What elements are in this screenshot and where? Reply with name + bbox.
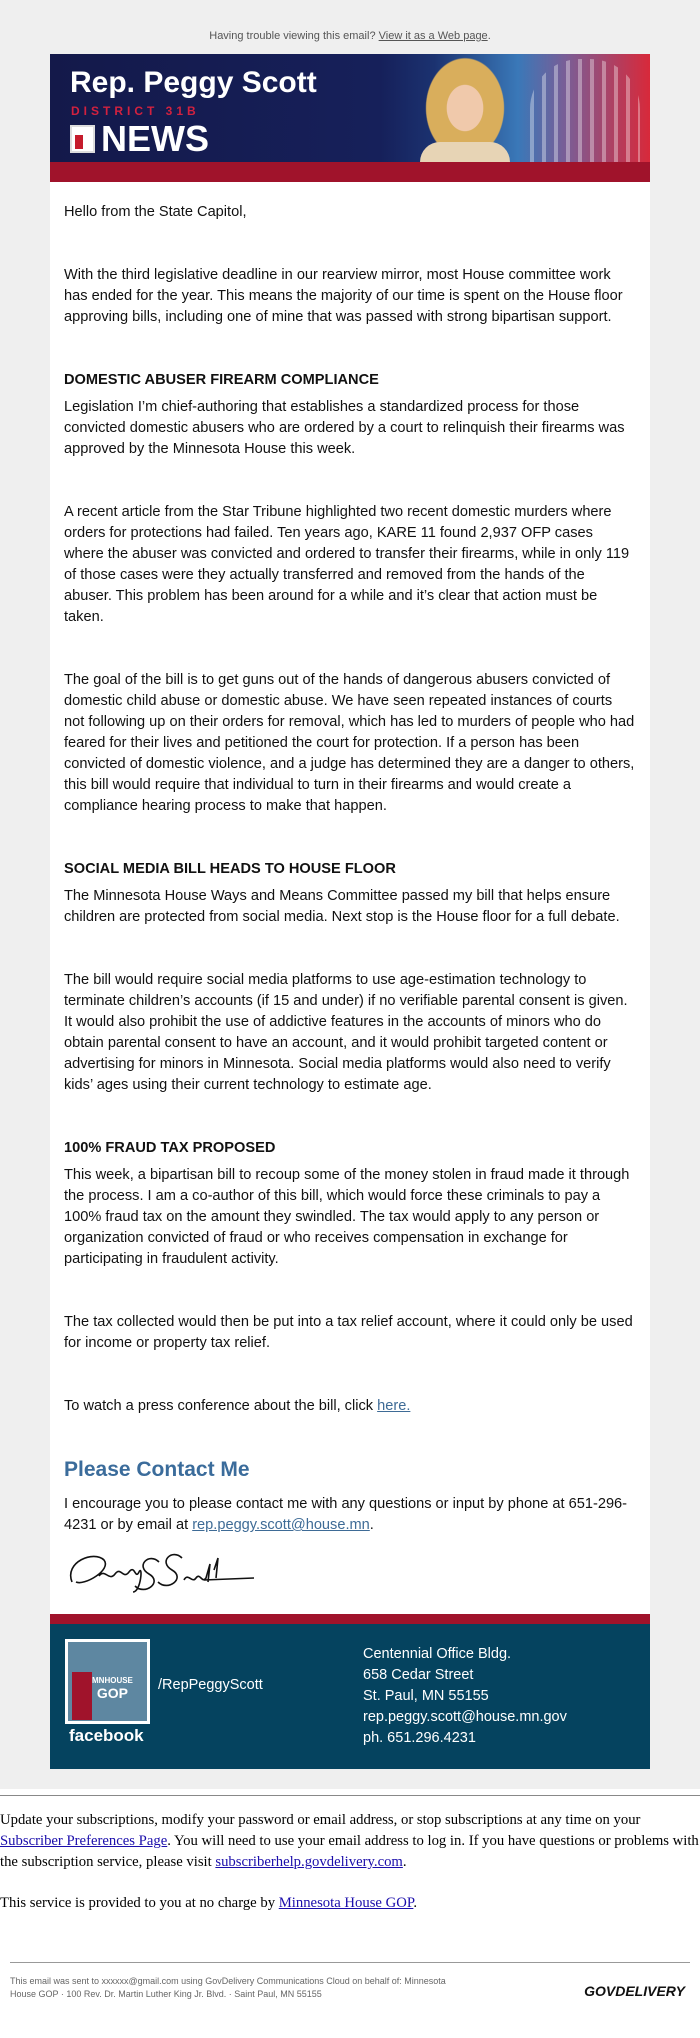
footer-divider <box>50 1614 650 1624</box>
punct: . <box>487 30 491 42</box>
email-link[interactable]: rep.peggy.scott@house.mn <box>192 1517 370 1533</box>
header-banner <box>50 54 650 162</box>
section-heading: 100% FRAUD TAX PROPOSED <box>64 1140 276 1156</box>
paragraph: The Minnesota House Ways and Means Committee passed my bill that helps ensure children are protected from social media. Next stop is the House floor for a full debate. <box>64 888 620 925</box>
legal-paragraph <box>0 1893 700 1914</box>
address-line: Centennial Office Bldg. <box>363 1646 512 1662</box>
subscriber-help-link[interactable]: subscriberhelp.govdelivery.com <box>215 1854 403 1870</box>
contact-paragraph <box>64 1494 636 1536</box>
preheader <box>0 30 700 54</box>
header-divider <box>50 162 650 182</box>
subscription-notice <box>0 1795 700 1914</box>
facebook-label: facebook <box>69 1726 144 1745</box>
section-heading: SOCIAL MEDIA BILL HEADS TO HOUSE FLOOR <box>64 861 396 877</box>
footer <box>50 1624 650 1769</box>
punct: . <box>413 1895 418 1911</box>
legal-text: . You will need to use your email address to log in. If you have questions or problems with the subscription service, please visit <box>0 1833 699 1870</box>
govdelivery-logo[interactable]: GOVDELIVERY <box>584 1983 685 1999</box>
intro-paragraph: With the third legislative deadline in our rearview mirror, most House committee work has ended for the year. This means the majority of our time is spent on the House floor approving bills, including one of mine that was passed with strong bipartisan support. <box>64 267 623 325</box>
capitol-image <box>530 59 640 162</box>
press-text: To watch a press conference about the bill, click <box>64 1398 378 1414</box>
section-heading: DOMESTIC ABUSER FIREARM COMPLIANCE <box>64 372 379 388</box>
mn-house-gop-logo <box>65 1639 150 1724</box>
email-body <box>50 182 650 1614</box>
banner-title: Rep. Peggy Scott <box>70 66 317 99</box>
contact-text: I encourage you to please contact me with any questions or input by phone at 651-296-4231 or by email at <box>64 1496 628 1533</box>
facebook-handle[interactable]: /RepPeggyScott <box>158 1677 263 1693</box>
punct: . <box>402 1854 407 1870</box>
sender-footer <box>10 1962 690 2011</box>
banner-district: DISTRICT 31B <box>71 104 200 118</box>
view-web-page-link[interactable]: View it as a Web page <box>378 30 488 42</box>
office-address <box>363 1644 567 1749</box>
greeting: Hello from the State Capitol, <box>64 204 247 220</box>
legal-paragraph <box>0 1810 700 1873</box>
press-conference-link[interactable]: here. <box>377 1398 411 1414</box>
legal-text: This service is provided to you at no charge by <box>0 1895 279 1911</box>
signature-image <box>64 1542 636 1598</box>
sender-text: This email was sent to xxxxxx@gmail.com using GovDelivery Communications Cloud on behalf of: Minnesota House GOP · 100 Rev. Dr. Martin Luther King Jr. Blvd. · Saint Paul, MN 55155 <box>10 1976 446 1999</box>
paragraph: Legislation I’m chief-authoring that establishes a standardized process for those convicted domestic abusers who are ordered by a court to relinquish their firearms was approved by the Minnesota House this week. <box>64 399 625 457</box>
paragraph: The bill would require social media platforms to use age-estimation technology to terminate children’s accounts (if 15 and under) if no verifiable parental consent is given. It would also prohibit the use of addictive features in the accounts of minors who do obtain parental consent to have an account, and it would prohibit targeted content or advertising for minors in Minnesota. Social media platforms would also need to verify kids’ ages using their current technology to estimate age. <box>64 972 628 1093</box>
portrait-image <box>405 54 525 162</box>
subscriber-preferences-link[interactable]: Subscriber Preferences Page <box>0 1833 168 1849</box>
email-card <box>50 54 650 1769</box>
paragraph: A recent article from the Star Tribune highlighted two recent domestic murders where orders for protections had failed. Ten years ago, KARE 11 found 2,937 OFP cases where the abuser was convicted and ordered to transfer their firearms, while in only 119 of those cases were they actually transferred and removed from the hands of the abuser. This problem has been around for a while and it’s clear that action must be taken. <box>64 504 630 625</box>
preheader-text: Having trouble viewing this email? <box>209 30 376 42</box>
banner-news <box>70 118 209 160</box>
paragraph: The tax collected would then be put into a tax relief account, where it could only be used for income or property tax relief. <box>64 1314 633 1351</box>
paragraph: The goal of the bill is to get guns out of the hands of dangerous abusers convicted of domestic child abuse or domestic abuse. We have seen repeated instances of courts not following up on their orders for removal, which has led to murders of people who had feared for their lives and petitioned the court for protection. If a person has been convicted of domestic violence, and a judge has determined they are a danger to others, this bill would require that individual to turn in their firearms and would create a compliance hearing process to make that happen. <box>64 672 635 814</box>
contact-heading: Please Contact Me <box>64 1458 250 1481</box>
logo-text: MNHOUSE <box>92 1676 133 1685</box>
facebook-link[interactable] <box>65 1639 150 1746</box>
gop-logo-icon <box>70 125 95 153</box>
footer-phone: ph. 651.296.4231 <box>363 1730 476 1746</box>
minnesota-house-gop-link[interactable]: Minnesota House GOP <box>278 1895 414 1911</box>
legal-text: Update your subscriptions, modify your password or email address, or stop subscriptions at any time on your <box>0 1812 641 1828</box>
address-line: St. Paul, MN 55155 <box>363 1688 489 1704</box>
punct: . <box>369 1517 374 1533</box>
logo-text: GOP <box>96 1685 128 1701</box>
news-label: NEWS <box>101 118 209 159</box>
paragraph: This week, a bipartisan bill to recoup some of the money stolen in fraud made it through the process. I am a co-author of this bill, which would force these criminals to pay a 100% fraud tax on the amount they swindled. The tax would apply to any person or organization convicted of fraud or who receives compensation in exchange for participating in fraudulent activity. <box>64 1167 630 1267</box>
address-line: 658 Cedar Street <box>363 1667 474 1683</box>
footer-email: rep.peggy.scott@house.mn.gov <box>363 1709 567 1725</box>
press-conference-text <box>64 1396 636 1417</box>
